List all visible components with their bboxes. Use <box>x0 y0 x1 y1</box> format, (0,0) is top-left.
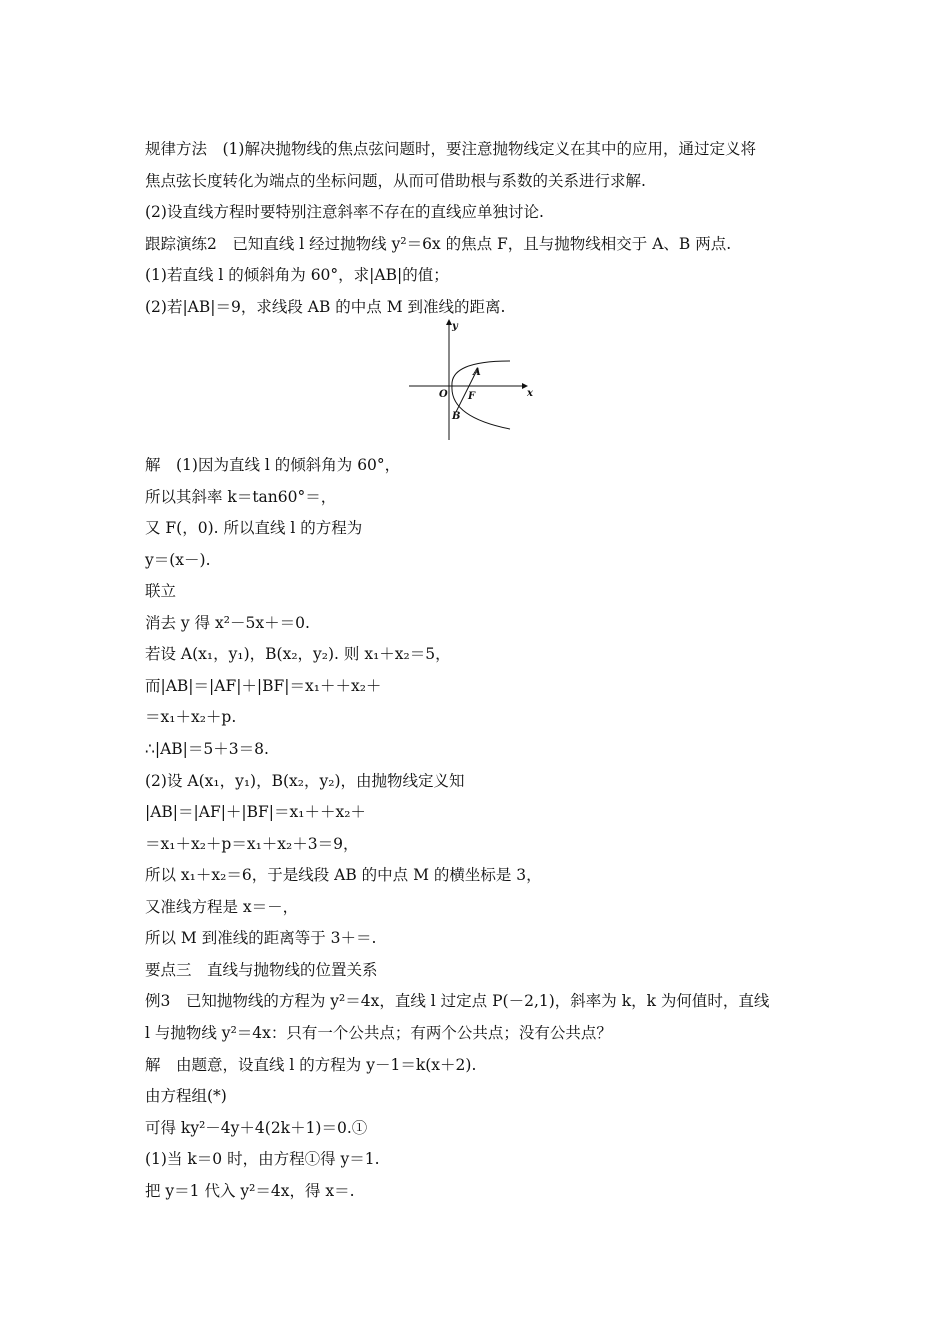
parabola-curve <box>452 361 510 429</box>
text-line: 例3 已知抛物线的方程为 y²＝4x，直线 l 过定点 P(－2,1)，斜率为 k，k 为何值时，直线 <box>145 992 770 1010</box>
text-line: 所以其斜率 k＝tan60°＝， <box>145 488 337 506</box>
text-line: (2)若|AB|＝9，求线段 AB 的中点 M 到准线的距离. <box>145 298 506 316</box>
focus-label: F <box>468 391 476 402</box>
text-line: 所以 x₁＋x₂＝6，于是线段 AB 的中点 M 的横坐标是 3， <box>145 866 542 884</box>
text-line: 而|AB|＝|AF|＋|BF|＝x₁＋＋x₂＋ <box>145 677 382 695</box>
parabola-diagram <box>405 316 540 440</box>
origin-label: O <box>439 389 448 400</box>
text-line: 把 y＝1 代入 y²＝4x，得 x＝. <box>145 1182 355 1200</box>
section-heading: 要点三 直线与抛物线的位置关系 <box>145 961 378 979</box>
text-line: 规律方法 (1)解决抛物线的焦点弦问题时，要注意抛物线定义在其中的应用，通过定义将 <box>145 140 756 158</box>
text-line: 又 F(，0). 所以直线 l 的方程为 <box>145 519 363 537</box>
text-line: 所以 M 到准线的距离等于 3＋＝. <box>145 929 377 947</box>
text-line: ∴|AB|＝5＋3＝8. <box>145 740 269 758</box>
text-line: y＝(x－). <box>145 551 211 569</box>
x-axis-label: x <box>527 388 533 399</box>
text-line: 解 由题意，设直线 l 的方程为 y－1＝k(x＋2). <box>145 1056 477 1074</box>
text-line: 由方程组(*) <box>145 1087 227 1105</box>
text-line: ＝x₁＋x₂＋p. <box>145 708 237 726</box>
text-line: 焦点弦长度转化为端点的坐标问题，从而可借助根与系数的关系进行求解. <box>145 172 646 190</box>
text-line: (1)若直线 l 的倾斜角为 60°，求|AB|的值； <box>145 266 449 284</box>
parabola-figure <box>405 316 540 440</box>
text-line: 解 (1)因为直线 l 的倾斜角为 60°， <box>145 456 401 474</box>
y-axis-label: y <box>452 321 458 332</box>
point-a-label: A <box>473 367 481 378</box>
point-b-label: B <box>452 411 461 422</box>
text-line: |AB|＝|AF|＋|BF|＝x₁＋＋x₂＋ <box>145 803 366 821</box>
text-line: 联立 <box>145 582 177 600</box>
text-line: l 与抛物线 y²＝4x：只有一个公共点；有两个公共点；没有公共点？ <box>145 1024 612 1042</box>
text-line: 又准线方程是 x＝－， <box>145 898 299 916</box>
text-line: 可得 ky²－4y＋4(2k＋1)＝0.① <box>145 1119 368 1137</box>
text-line: ＝x₁＋x₂＋p＝x₁＋x₂＋3＝9， <box>145 835 359 853</box>
text-line: (2)设直线方程时要特别注意斜率不存在的直线应单独讨论. <box>145 203 544 221</box>
text-line: 跟踪演练2 已知直线 l 经过抛物线 y²＝6x 的焦点 F，且与抛物线相交于 A、B 两点. <box>145 235 732 253</box>
text-line: 消去 y 得 x²－5x＋＝0. <box>145 614 310 632</box>
text-line: (2)设 A(x₁，y₁)，B(x₂，y₂)，由抛物线定义知 <box>145 772 465 790</box>
text-line: 若设 A(x₁，y₁)，B(x₂，y₂). 则 x₁＋x₂＝5， <box>145 645 451 663</box>
text-line: (1)当 k＝0 时，由方程①得 y＝1. <box>145 1150 380 1168</box>
